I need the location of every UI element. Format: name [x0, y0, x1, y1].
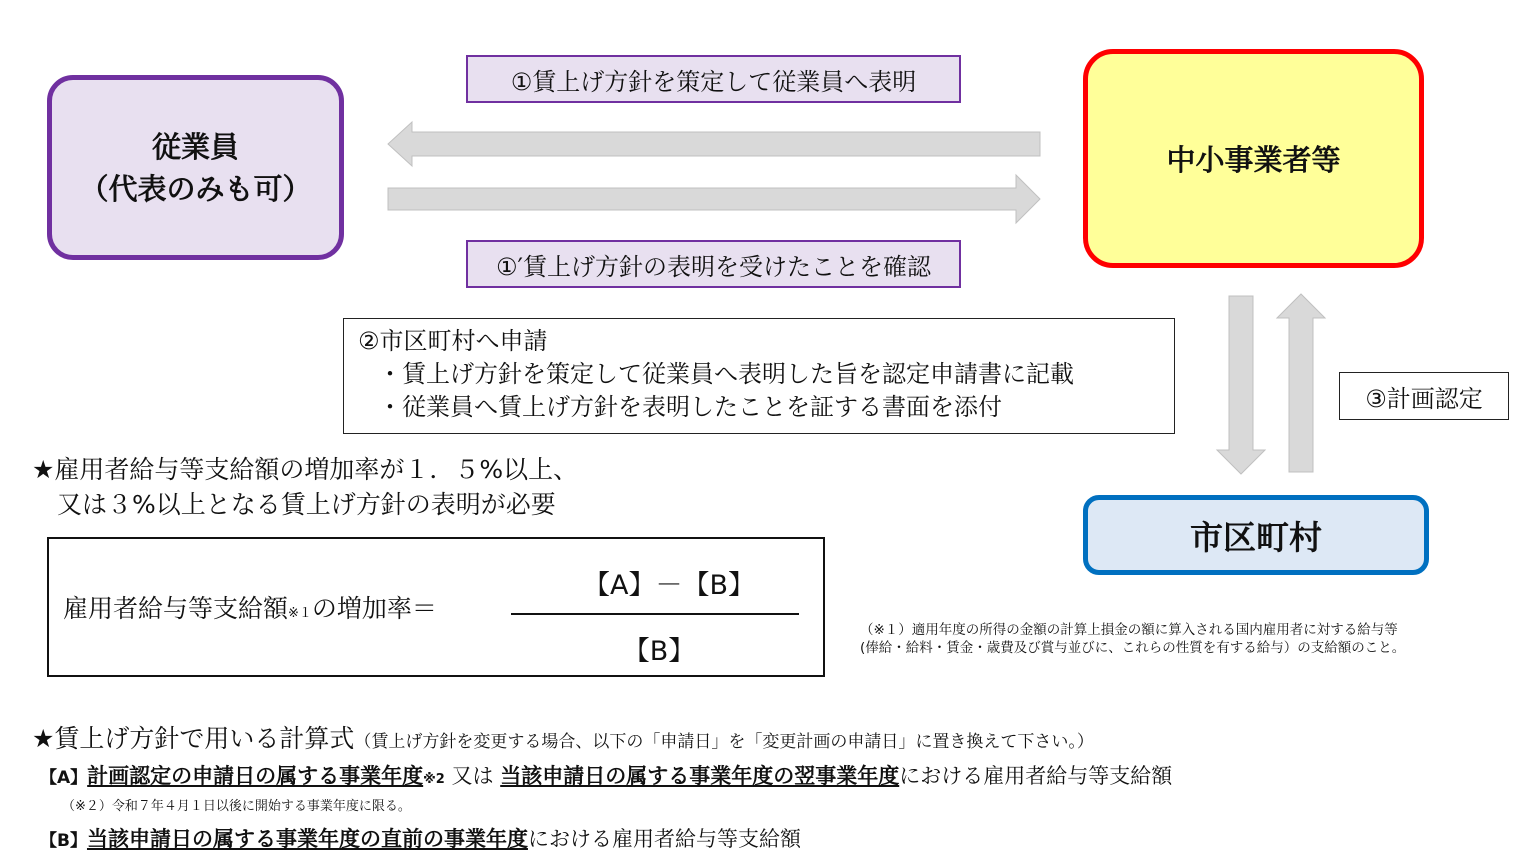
sme-box: [1083, 49, 1424, 268]
step2-title: ②市区町村へ申請: [358, 327, 548, 355]
definition-a: [40, 760, 1172, 790]
arrow-to-sme: [388, 175, 1040, 223]
city-label: 市区町村: [1190, 517, 1322, 557]
formula-lhs-text: 雇用者給与等支給額: [63, 594, 289, 623]
formula-lhs-suffix: の増加率＝: [311, 594, 437, 623]
employee-box: [47, 75, 344, 260]
employee-sublabel: （代表のみも可）: [79, 171, 312, 206]
formula-box: [47, 537, 825, 677]
step3-label: ③計画認定: [1339, 372, 1509, 420]
employee-label: 従業員: [151, 129, 239, 164]
step2-item2: ・従業員へ賃上げ方針を表明したことを証する書面を添付: [378, 393, 1002, 421]
footnote-1-line1: （※１）適用年度の所得の金額の計算上損金の額に算入される国内雇用者に対する給与等: [860, 622, 1398, 638]
step2-item1: ・賃上げ方針を策定して従業員へ表明した旨を認定申請書に記載: [378, 360, 1074, 388]
formula-numerator: 【A】－【B】: [583, 570, 755, 601]
calc-subtitle: （賃上げ方針を変更する場合、以下の「申請日」を「変更計画の申請日」に置き換えて下さい。）: [354, 732, 1094, 752]
arrow-to-employee: [388, 122, 1040, 166]
definition-a-part4: における雇用者給与等支給額: [899, 764, 1173, 788]
definition-a-part3: 当該申請日の属する事業年度の翌事業年度: [500, 764, 900, 788]
footnote-1: [860, 621, 1405, 657]
sme-label: 中小事業者等: [1166, 143, 1341, 177]
calc-title: ★賃上げ方針で用いる計算式: [32, 724, 355, 753]
definition-b: [40, 823, 801, 853]
definition-b-part2: における雇用者給与等支給額: [527, 827, 801, 851]
city-box: [1083, 495, 1429, 575]
step1-label: ①賃上げ方針を策定して従業員へ表明: [466, 55, 961, 103]
definition-a-note: ※2: [423, 772, 445, 787]
footnote-2: （※２）令和７年４月１日以後に開始する事業年度に限る。: [62, 799, 411, 814]
calc-heading: [32, 719, 1094, 755]
formula-denominator: 【B】: [622, 636, 696, 667]
formula-lhs: [63, 589, 437, 625]
arrow-to-sme-approval: [1277, 294, 1325, 472]
formula-fraction-bar: [511, 613, 799, 615]
definition-a-part2: 又は: [444, 764, 501, 788]
definition-b-part1: 当該申請日の属する事業年度の直前の事業年度: [86, 827, 528, 851]
requirement-line1: ★雇用者給与等支給額の増加率が１．５%以上、: [32, 455, 579, 484]
arrow-to-city: [1217, 296, 1265, 474]
step1b-label: ①′賃上げ方針の表明を受けたことを確認: [466, 240, 961, 288]
requirement-line2: 又は３%以上となる賃上げ方針の表明が必要: [57, 490, 556, 519]
step2-box: [343, 318, 1175, 434]
definition-a-part1: 計画認定の申請日の属する事業年度: [87, 764, 424, 788]
footnote-1-line2: (俸給・給料・賃金・歳費及び賞与並びに、これらの性質を有する給与）の支給額のこと。: [860, 640, 1406, 656]
definition-a-tag: 【A】: [40, 768, 88, 788]
definition-b-tag: 【B】: [40, 831, 87, 851]
formula-lhs-note: ※１: [288, 606, 312, 621]
requirement-text: [32, 452, 578, 522]
